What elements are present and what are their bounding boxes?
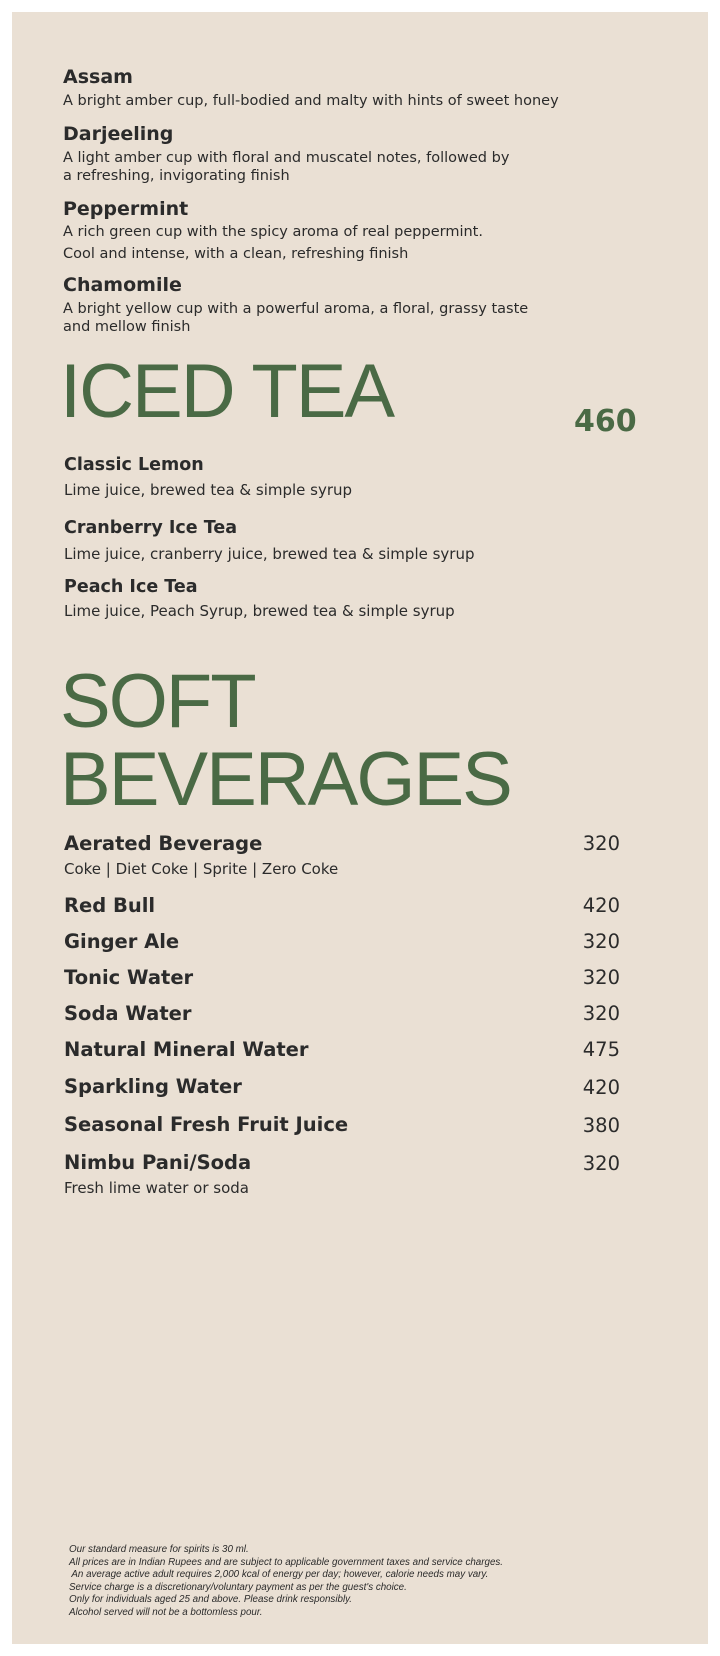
beverage-price: 320 — [582, 1002, 620, 1025]
beverage-price: 320 — [582, 1152, 620, 1175]
soft-beverages-heading: BEVERAGES — [60, 737, 511, 822]
footnote-line: All prices are in Indian Rupees and are subject to applicable government taxes and service charges. — [69, 1556, 504, 1568]
beverage-name: Seasonal Fresh Fruit Juice — [64, 1113, 349, 1136]
footnotes — [69, 1544, 503, 1620]
iced-tea-item-desc: Lime juice, brewed tea & simple syrup — [64, 481, 353, 499]
footnote-line: Alcohol served will not be a bottomless pour. — [69, 1606, 263, 1618]
tea-desc-assam: A bright amber cup, full-bodied and malty with hints of sweet honey — [63, 93, 559, 109]
tea-desc-peppermint: A rich green cup with the spicy aroma of real peppermint. — [63, 224, 483, 240]
tea-desc-chamomile: and mellow finish — [63, 319, 191, 335]
beverage-name: Tonic Water — [64, 966, 194, 989]
tea-desc-chamomile: A bright yellow cup with a powerful aroma, a floral, grassy taste — [63, 301, 529, 317]
soft-beverages-heading: SOFT — [60, 659, 255, 744]
beverage-name: Nimbu Pani/Soda — [64, 1151, 252, 1174]
tea-name-peppermint: Peppermint — [63, 198, 189, 220]
footnote-line: Only for individuals aged 25 and above. Please drink responsibly. — [69, 1594, 353, 1606]
beverage-name: Sparkling Water — [64, 1075, 242, 1098]
tea-desc-darjeeling: a refreshing, invigorating finish — [63, 168, 290, 184]
iced-tea-item-name: Peach Ice Tea — [64, 577, 198, 597]
beverage-name: Red Bull — [64, 894, 156, 917]
iced-tea-heading: ICED TEA — [60, 349, 394, 434]
iced-tea-item-desc: Lime juice, Peach Syrup, brewed tea & simple syrup — [64, 602, 455, 620]
beverage-price: 420 — [582, 894, 620, 917]
beverage-name: Soda Water — [64, 1002, 192, 1025]
beverage-price: 475 — [582, 1038, 620, 1061]
beverage-price: 320 — [582, 966, 620, 989]
iced-tea-item-name: Classic Lemon — [64, 455, 204, 475]
footnote-line: An average active adult requires 2,000 kcal of energy per day; however, calorie needs may vary. — [69, 1569, 489, 1581]
footnote-line: Our standard measure for spirits is 30 ml. — [69, 1544, 249, 1555]
tea-desc-peppermint: Cool and intense, with a clean, refreshing finish — [63, 246, 409, 262]
beverage-name: Aerated Beverage — [64, 832, 263, 855]
beverage-sub: Coke | Diet Coke | Sprite | Zero Coke — [64, 860, 339, 878]
tea-name-chamomile: Chamomile — [63, 274, 182, 296]
iced-tea-price: 460 — [574, 404, 637, 439]
iced-tea-item-name: Cranberry Ice Tea — [64, 518, 238, 538]
footnote-line: Service charge is a discretionary/voluntary payment as per the guest's choice. — [69, 1581, 407, 1593]
beverage-price: 320 — [582, 832, 620, 855]
menu-page — [12, 12, 708, 1644]
beverage-price: 380 — [582, 1114, 620, 1137]
beverage-name: Natural Mineral Water — [64, 1038, 309, 1061]
tea-name-darjeeling: Darjeeling — [63, 123, 174, 145]
beverage-price: 320 — [582, 930, 620, 953]
beverage-name: Ginger Ale — [64, 930, 180, 953]
beverage-price: 420 — [582, 1076, 620, 1099]
beverage-sub: Fresh lime water or soda — [64, 1179, 249, 1197]
iced-tea-item-desc: Lime juice, cranberry juice, brewed tea & simple syrup — [64, 545, 475, 563]
tea-name-assam: Assam — [63, 66, 133, 88]
tea-desc-darjeeling: A light amber cup with floral and muscatel notes, followed by — [63, 150, 510, 166]
